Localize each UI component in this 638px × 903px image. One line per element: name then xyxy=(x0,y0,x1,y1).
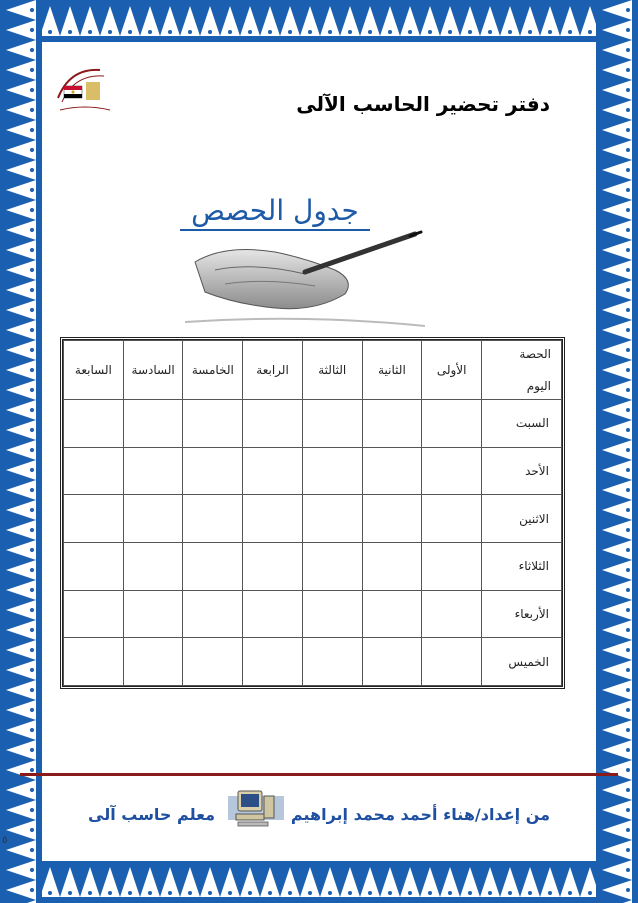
table-row xyxy=(64,638,562,686)
footer-divider xyxy=(20,773,618,776)
schedule-table xyxy=(60,337,565,689)
schedule-cell[interactable] xyxy=(422,638,482,686)
period-label: الحصة xyxy=(519,347,551,361)
decorative-border-right xyxy=(596,0,638,903)
table-row xyxy=(64,447,562,495)
schedule-cell[interactable] xyxy=(123,638,183,686)
day-cell: الاثنين xyxy=(482,495,562,543)
schedule-cell[interactable] xyxy=(64,542,124,590)
day-cell: الأربعاء xyxy=(482,590,562,638)
schedule-cell[interactable] xyxy=(243,590,303,638)
schedule-cell[interactable] xyxy=(362,590,422,638)
period-header: الثانية xyxy=(362,341,422,400)
schedule-cell[interactable] xyxy=(183,495,243,543)
schedule-cell[interactable] xyxy=(422,590,482,638)
schedule-cell[interactable] xyxy=(362,447,422,495)
schedule-cell[interactable] xyxy=(243,638,303,686)
day-cell: الخميس xyxy=(482,638,562,686)
decorative-border-top xyxy=(0,0,638,42)
schedule-cell[interactable] xyxy=(422,447,482,495)
table-row xyxy=(64,542,562,590)
page-title: جدول الحصص xyxy=(180,193,370,231)
schedule-cell[interactable] xyxy=(302,400,362,448)
document-title: دفتر تحضير الحاسب الآلى xyxy=(296,92,550,116)
computer-icon xyxy=(228,788,284,828)
schedule-cell[interactable] xyxy=(362,400,422,448)
schedule-cell[interactable] xyxy=(362,542,422,590)
day-label: اليوم xyxy=(526,379,551,393)
schedule-cell[interactable] xyxy=(123,590,183,638)
schedule-cell[interactable] xyxy=(302,590,362,638)
hand-pen-illustration xyxy=(185,222,425,332)
header-row xyxy=(64,341,562,400)
schedule-cell[interactable] xyxy=(183,542,243,590)
period-header: الأولى xyxy=(422,341,482,400)
schedule-cell[interactable] xyxy=(243,495,303,543)
schedule-cell[interactable] xyxy=(64,638,124,686)
table-row xyxy=(64,590,562,638)
schedule-cell[interactable] xyxy=(123,542,183,590)
schedule-cell[interactable] xyxy=(123,400,183,448)
schedule-cell[interactable] xyxy=(123,447,183,495)
schedule-cell[interactable] xyxy=(302,495,362,543)
schedule-cell[interactable] xyxy=(183,447,243,495)
period-header: الخامسة xyxy=(183,341,243,400)
schedule-cell[interactable] xyxy=(302,447,362,495)
schedule-cell[interactable] xyxy=(362,638,422,686)
table-row xyxy=(64,495,562,543)
period-header: الرابعة xyxy=(243,341,303,400)
schedule-cell[interactable] xyxy=(64,590,124,638)
day-cell: السبت xyxy=(482,400,562,448)
schedule-cell[interactable] xyxy=(302,542,362,590)
schedule-cell[interactable] xyxy=(243,400,303,448)
period-header: السادسة xyxy=(123,341,183,400)
decorative-border-left xyxy=(0,0,42,903)
page-number: ٥ xyxy=(2,835,8,846)
table-row xyxy=(64,400,562,448)
decorative-border-bottom xyxy=(0,861,638,903)
schedule-cell[interactable] xyxy=(243,447,303,495)
footer-role: معلم حاسب آلى xyxy=(88,805,216,824)
schedule-cell[interactable] xyxy=(243,542,303,590)
day-cell: الأحد xyxy=(482,447,562,495)
schedule-cell[interactable] xyxy=(422,495,482,543)
schedule-cell[interactable] xyxy=(64,495,124,543)
schedule-cell[interactable] xyxy=(302,638,362,686)
schedule-cell[interactable] xyxy=(183,638,243,686)
schedule-cell[interactable] xyxy=(64,447,124,495)
schedule-cell[interactable] xyxy=(422,542,482,590)
schedule-cell[interactable] xyxy=(123,495,183,543)
schedule-cell[interactable] xyxy=(183,400,243,448)
school-logo xyxy=(50,60,120,120)
schedule-cell[interactable] xyxy=(422,400,482,448)
day-cell: الثلاثاء xyxy=(482,542,562,590)
corner-header-cell xyxy=(482,341,562,400)
schedule-cell[interactable] xyxy=(362,495,422,543)
schedule-cell[interactable] xyxy=(183,590,243,638)
footer-author: من إعداد/هناء أحمد محمد إبراهيم xyxy=(290,805,550,824)
period-header: السابعة xyxy=(64,341,124,400)
period-header: الثالثة xyxy=(302,341,362,400)
schedule-cell[interactable] xyxy=(64,400,124,448)
